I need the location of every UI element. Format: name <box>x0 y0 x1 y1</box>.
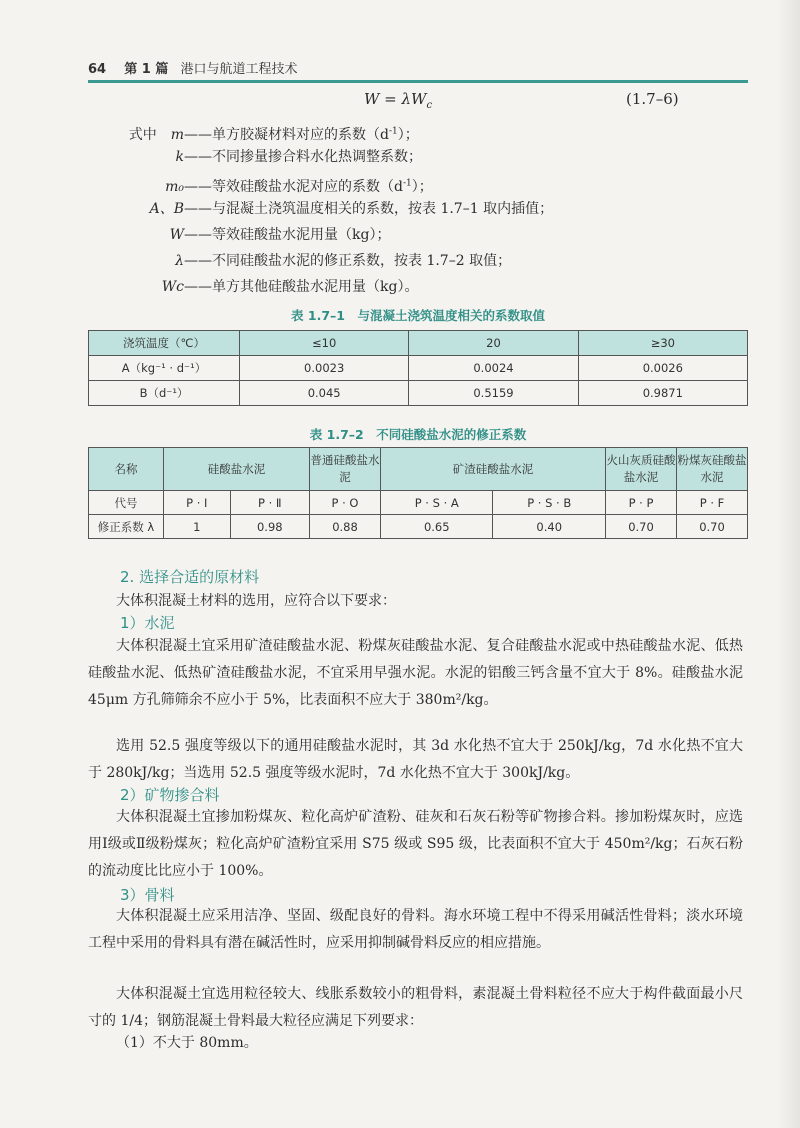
definition-line <box>100 196 700 222</box>
table-cell: 0.40 <box>493 515 606 539</box>
definition-text: ——单方胶凝材料对应的系数$(d^{-1})$； <box>184 126 419 143</box>
table-1-7-1 <box>88 330 748 406</box>
definition-line <box>100 144 700 170</box>
table-cell: 0.70 <box>606 515 677 539</box>
definition-text: ——不同掺量掺合料水化热调整系数； <box>184 149 422 165</box>
definition-text: ——与混凝土浇筑温度相关的系数，按表 1.7–1 取内插值； <box>184 201 554 217</box>
subsection-admixture-heading: 2）矿物掺合料 <box>120 786 220 804</box>
table-cell: P · Ⅰ <box>164 491 231 515</box>
equation-formula: $W = \lambda W_c$ <box>364 90 433 111</box>
chapter-title: 港口与航道工程技术 <box>180 62 298 77</box>
table-cell: P · Ⅱ <box>230 491 309 515</box>
definition-text: ——不同硅酸盐水泥的修正系数，按表 1.7–2 取值； <box>184 253 512 269</box>
aggregate-paragraph-1: 大体积混凝土应采用洁净、坚固、级配良好的骨料。海水环境工程中不得采用碱活性骨料；淡水环境工程中采用的骨料具有潜在碱活性时，应采用抑制碱骨料反应的相应措施。 <box>88 908 743 951</box>
page-number: 64 <box>88 62 107 77</box>
aggregate-paragraph-2: 大体积混凝土宜选用粒径较大、线胀系数较小的粗骨料，素混凝土骨料粒径不应大于构件截面最小尺寸的 1/4；钢筋混凝土骨料最大粒径应满足下列要求： <box>88 986 743 1029</box>
definition-line <box>100 248 700 274</box>
equation-number: (1.7–6) <box>626 90 679 108</box>
header-rule <box>88 80 748 83</box>
cement-paragraph-1: 大体积混凝土宜采用矿渣硅酸盐水泥、粉煤灰硅酸盐水泥、复合硅酸盐水泥或中热硅酸盐水泥、低热硅酸盐水泥、低热矿渣硅酸盐水泥，不宜采用早强水泥。水泥的铝酸三钙含量不宜大于 8%。硅酸盐水泥 45μm 方孔筛筛余不应小于 5%，比表面积不应大于 380m²/kg。 <box>88 638 743 708</box>
table-cell: P · F <box>677 491 748 515</box>
table-cell: A（kg⁻¹ · d⁻¹） <box>89 356 240 381</box>
definition-symbol: W <box>169 227 184 243</box>
table2-caption: 表 1.7–2 不同硅酸盐水泥的修正系数 <box>309 427 527 442</box>
variable-definitions <box>100 118 700 300</box>
table-cell: P · P <box>606 491 677 515</box>
table-cell: 0.0026 <box>578 356 747 381</box>
table-header-row <box>89 331 748 356</box>
table-cell: P · O <box>310 491 381 515</box>
table-row <box>89 381 748 406</box>
definition-line <box>100 170 700 196</box>
definition-symbol: k <box>175 149 184 165</box>
cement-paragraph-2: 选用 52.5 强度等级以下的通用硅酸盐水泥时，其 3d 水化热不宜大于 250kJ/kg，7d 水化热不宜大于 280kJ/kg；当选用 52.5 强度等级水泥时，7d 水化热不宜大于 300kJ/kg。 <box>88 738 743 781</box>
definition-text: ——等效硅酸盐水泥对应的系数$(d^{-1})$； <box>184 178 433 195</box>
definition-symbol: Wc <box>161 279 184 295</box>
table-row <box>89 515 748 539</box>
table-cell: 0.65 <box>381 515 493 539</box>
table-cell: 0.5159 <box>409 381 578 406</box>
table-cell: 0.045 <box>240 381 409 406</box>
definition-symbol: m₀ <box>165 178 184 195</box>
table-header-cell: 20 <box>409 331 578 356</box>
definition-symbol: 式中 m <box>128 126 184 143</box>
section-2-intro: 大体积混凝土材料的选用，应符合以下要求： <box>116 593 396 609</box>
table-header-cell: ≥30 <box>578 331 747 356</box>
page-edge-shadow <box>778 0 800 1128</box>
chapter-label: 第 1 篇 <box>124 62 169 77</box>
table-cell: 修正系数 λ <box>89 515 164 539</box>
table-header-row <box>89 448 748 491</box>
admixture-paragraph: 大体积混凝土宜掺加粉煤灰、粒化高炉矿渣粉、硅灰和石灰石粉等矿物掺合料。掺加粉煤灰时，应选用Ⅰ级或Ⅱ级粉煤灰；粒化高炉矿渣粉宜采用 S75 级或 S95 级，比表面积不宜大于 450m²/kg；石灰石粉的流动度比比应小于 100%。 <box>88 809 743 879</box>
definition-line <box>100 274 700 300</box>
table-cell: B（d⁻¹） <box>89 381 240 406</box>
table-header-cell: 粉煤灰硅酸盐水泥 <box>677 448 748 491</box>
section-2-heading: 2. 选择合适的原材料 <box>120 568 260 586</box>
table-cell: 0.0023 <box>240 356 409 381</box>
definition-line <box>100 222 700 248</box>
subsection-aggregate-heading: 3）骨料 <box>120 886 175 904</box>
table-header-cell: 硅酸盐水泥 <box>164 448 310 491</box>
table-cell: 0.88 <box>310 515 381 539</box>
table-cell: 0.70 <box>677 515 748 539</box>
table-header-cell: 火山灰质硅酸盐水泥 <box>606 448 677 491</box>
aggregate-list-item-1: （1）不大于 80mm。 <box>116 1035 258 1051</box>
equation-1-7-6 <box>88 90 688 114</box>
definition-text: ——单方其他硅酸盐水泥用量（kg）。 <box>184 279 419 295</box>
definition-symbol: A、B <box>149 201 184 217</box>
table-header-cell: ≤10 <box>240 331 409 356</box>
table-cell: P · S · A <box>381 491 493 515</box>
table-1-7-2 <box>88 447 748 539</box>
table-header-cell: 矿渣硅酸盐水泥 <box>381 448 606 491</box>
table-cell: 代号 <box>89 491 164 515</box>
table1-caption: 表 1.7–1 与混凝土浇筑温度相关的系数取值 <box>291 308 545 323</box>
table-header-cell: 浇筑温度（℃） <box>89 331 240 356</box>
running-header <box>88 58 733 80</box>
definition-symbol: λ <box>175 253 184 269</box>
table-cell: 0.0024 <box>409 356 578 381</box>
table-header-cell: 名称 <box>89 448 164 491</box>
subsection-cement-heading: 1）水泥 <box>120 614 175 632</box>
definition-line <box>100 118 700 144</box>
table-cell: P · S · B <box>493 491 606 515</box>
table-cell: 1 <box>164 515 231 539</box>
table-cell: 0.98 <box>230 515 309 539</box>
table-header-cell: 普通硅酸盐水泥 <box>310 448 381 491</box>
table-row <box>89 356 748 381</box>
definition-text: ——等效硅酸盐水泥用量（kg）； <box>184 227 391 243</box>
table-row <box>89 491 748 515</box>
table-cell: 0.9871 <box>578 381 747 406</box>
